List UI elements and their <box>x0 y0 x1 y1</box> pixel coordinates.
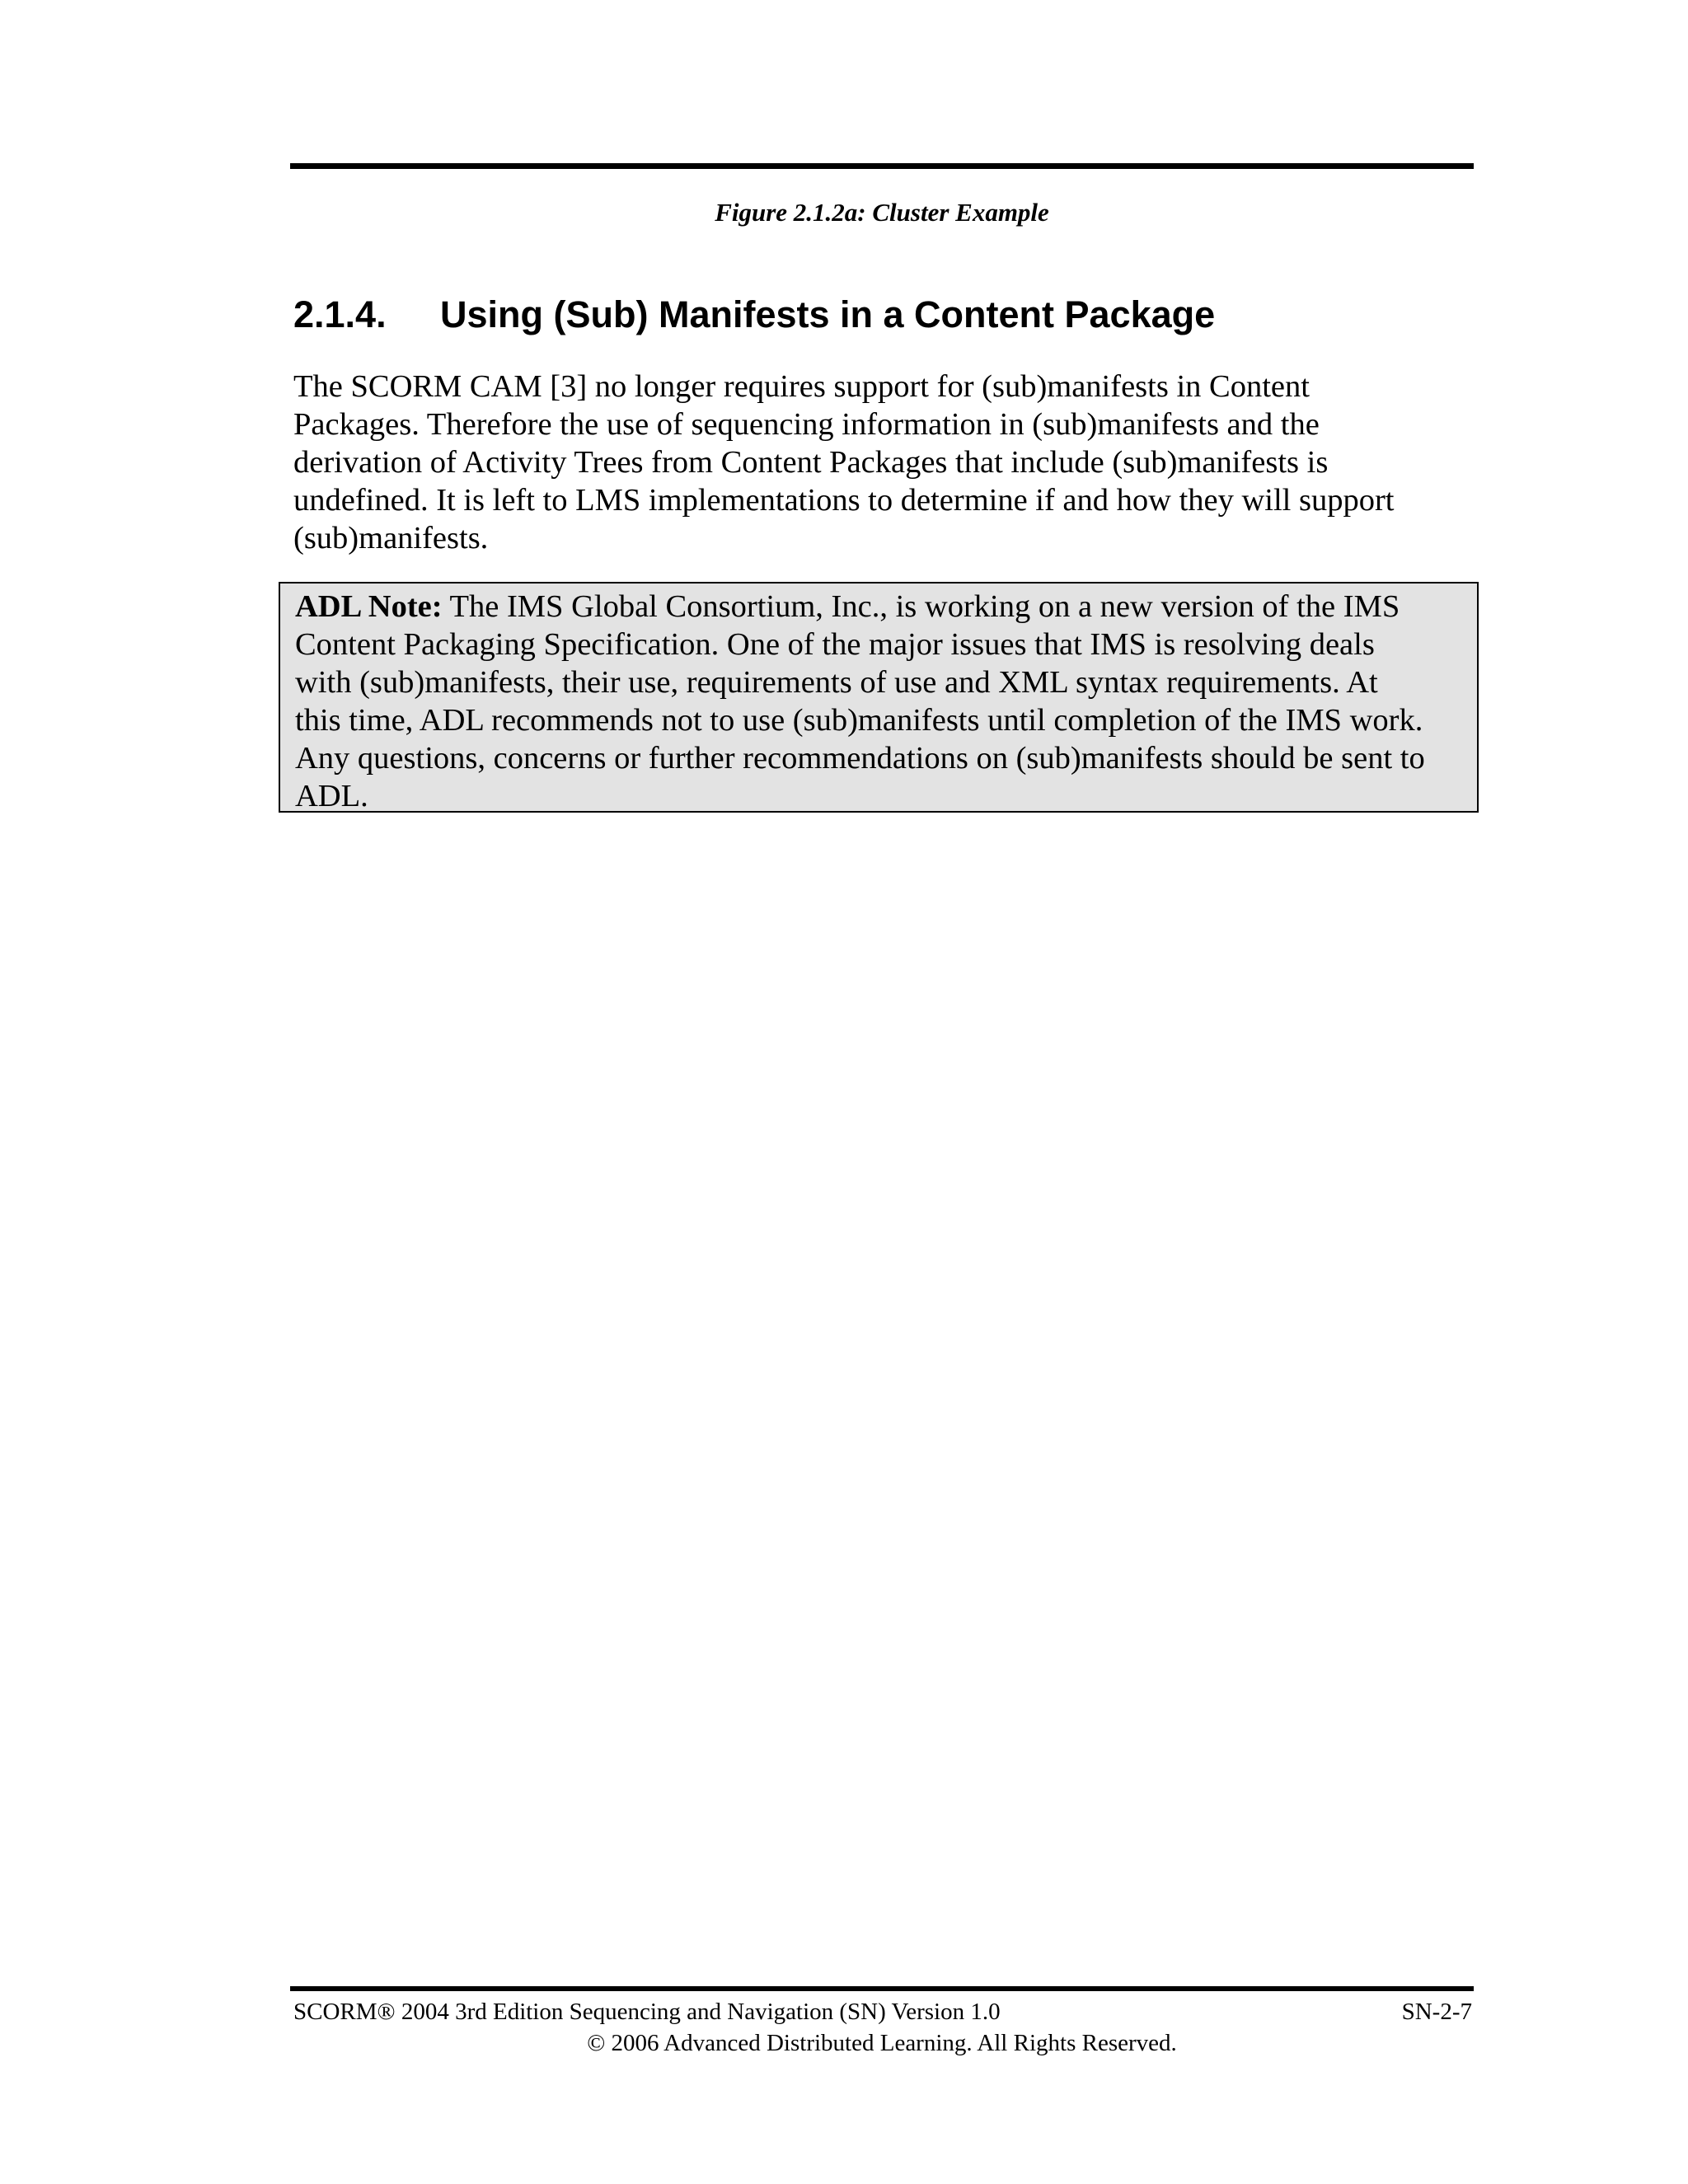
note-line: Content Packaging Specification. One of the major issues that IMS is resolving deals <box>295 627 1375 662</box>
note-label: ADL Note: <box>295 589 443 624</box>
paragraph-line: undefined. It is left to LMS implementations to determine if and how they will support <box>293 483 1395 518</box>
figure-caption: Figure 2.1.2a: Cluster Example <box>715 198 1049 227</box>
note-first-line-text: The IMS Global Consortium, Inc., is working on a new version of the IMS <box>442 589 1400 624</box>
paragraph-line: derivation of Activity Trees from Content Packages that include (sub)manifests is <box>293 445 1329 480</box>
note-first-line <box>295 588 1477 626</box>
footer-document-title: SCORM® 2004 3rd Edition Sequencing and Navigation (SN) Version 1.0 <box>293 1999 1001 2025</box>
footer-rule <box>290 1986 1474 1991</box>
note-line: this time, ADL recommends not to use (sub)manifests until completion of the IMS work. <box>295 703 1423 738</box>
note-line: with (sub)manifests, their use, requirements of use and XML syntax requirements. At <box>295 665 1378 700</box>
top-rule <box>290 163 1474 169</box>
paragraph-line: Packages. Therefore the use of sequencing information in (sub)manifests and the <box>293 407 1320 442</box>
section-heading <box>293 290 1472 340</box>
note-line: ADL. <box>295 779 368 813</box>
paragraph-line: (sub)manifests. <box>293 521 489 555</box>
section-title: Using (Sub) Manifests in a Content Package <box>440 293 1216 335</box>
paragraph-line: The SCORM CAM [3] no longer requires support for (sub)manifests in Content <box>293 369 1310 404</box>
footer-page-number: SN-2-7 <box>1401 1999 1472 2025</box>
note-line: Any questions, concerns or further recommendations on (sub)manifests should be sent to <box>295 741 1425 776</box>
footer-copyright: © 2006 Advanced Distributed Learning. All Rights Reserved. <box>587 2030 1177 2056</box>
adl-note-box <box>279 582 1479 813</box>
section-number: 2.1.4. <box>293 293 387 335</box>
body-paragraph <box>293 368 1474 557</box>
